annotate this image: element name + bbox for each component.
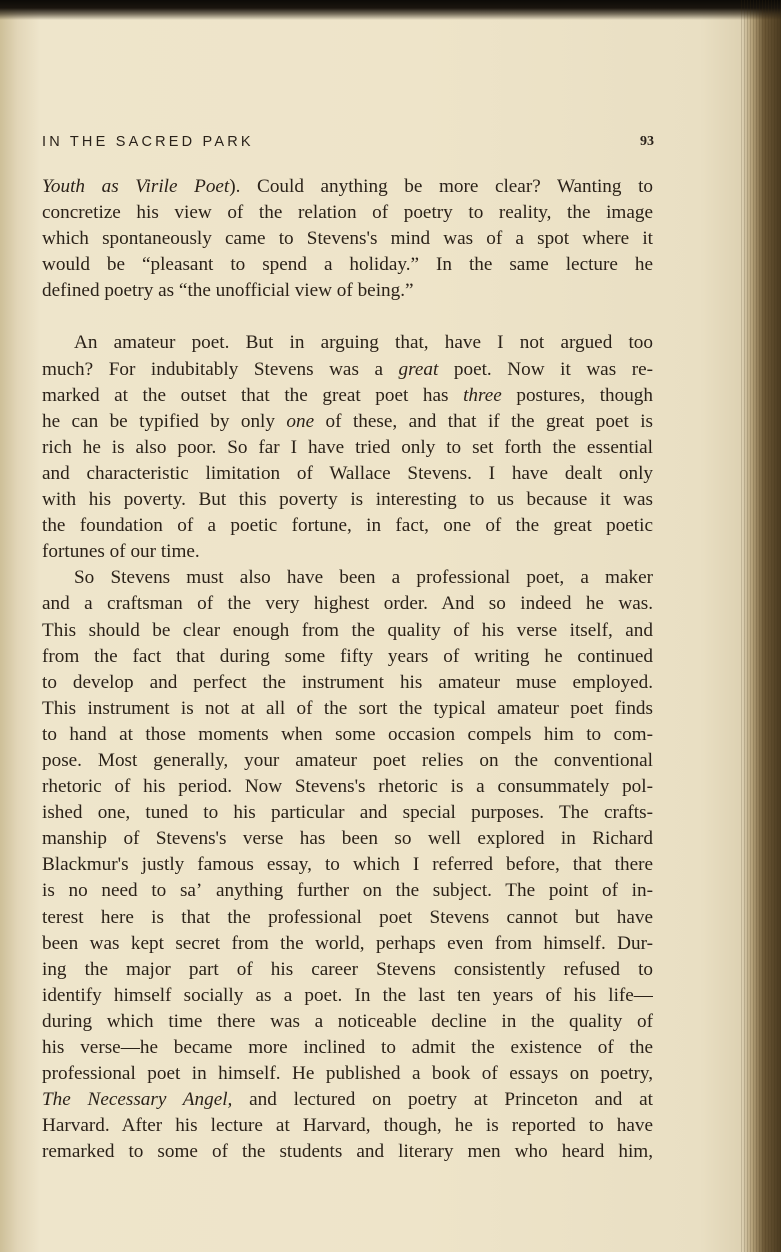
paragraph-gap <box>42 304 653 330</box>
text-line: professional poet in himself. He published a book of essays on poetry, <box>42 1063 653 1085</box>
text-line: This instrument is not at all of the sort the typical amateur poet finds <box>42 697 653 719</box>
text-line: remarked to some of the students and literary men who heard him, <box>42 1141 653 1163</box>
text-line: would be “pleasant to spend a holiday.” In the same lecture he <box>42 254 653 276</box>
page-top-shadow <box>0 0 781 20</box>
italic-word: one <box>286 410 315 432</box>
text-line: and a craftsman of the very highest order. And so indeed he was. <box>42 593 653 615</box>
text-line <box>42 174 653 200</box>
page-edge-stack <box>741 0 781 1252</box>
text-line: his verse—he became more inclined to admit the existence of the <box>42 1037 653 1058</box>
text-line: is no need to saʼ anything further on the subject. The point of in- <box>42 880 653 902</box>
italic-title: Youth as Virile Poet <box>42 176 230 197</box>
text-line: defined poetry as “the unofficial view of being.” <box>42 280 414 302</box>
line-rest: ). Could anything be more clear? Wanting to <box>229 176 653 197</box>
text-line: ished one, tuned to his particular and special purposes. The crafts- <box>42 802 653 824</box>
italic-word: great <box>398 358 439 380</box>
text-line: and characteristic limitation of Wallace Stevens. I have dealt only <box>42 462 653 484</box>
text-line: to hand at those moments when some occasion compels him to com- <box>42 723 653 745</box>
text-line: which spontaneously came to Stevens's mind was of a spot where it <box>42 228 653 250</box>
text-line: to develop and perfect the instrument his amateur muse employed. <box>42 671 653 693</box>
paragraph-2 <box>42 330 653 565</box>
text-line: So Stevens must also have been a professional poet, a maker <box>74 567 653 589</box>
text-line: during which time there was a noticeable decline in the quality of <box>42 1010 653 1032</box>
text-line: the foundation of a poetic fortune, in fact, one of the great poetic <box>42 515 653 537</box>
body-text <box>42 174 653 1165</box>
text-line: much? For indubitably Stevens was a great poet. Now it was re- <box>42 358 653 380</box>
text-line: An amateur poet. But in arguing that, have I not argued too <box>74 332 653 354</box>
text-line: terest here is that the professional poet Stevens cannot but have <box>42 906 653 928</box>
text-line: marked at the outset that the great poet has three postures, though <box>42 384 653 406</box>
text-line: from the fact that during some fifty years of writing he continued <box>42 645 653 667</box>
text-line: manship of Stevens's verse has been so well explored in Richard <box>42 828 653 850</box>
text-line: The Necessary Angel, and lectured on poetry at Princeton and at <box>42 1089 653 1111</box>
text-line: fortunes of our time. <box>42 541 200 563</box>
paragraph-1 <box>42 174 653 304</box>
text-line: concretize his view of the relation of poetry to reality, the image <box>42 202 653 224</box>
italic-word: three <box>463 384 502 406</box>
page-number: 93 <box>640 134 654 149</box>
text-line: rich he is also poor. So far I have tried only to set forth the essential <box>42 436 653 458</box>
paragraph-3 <box>42 565 653 1165</box>
text-line: identify himself socially as a poet. In the last ten years of his life— <box>42 984 653 1006</box>
text-line: rhetoric of his period. Now Stevens's rhetoric is a consummately pol- <box>42 776 653 798</box>
running-head <box>42 134 654 154</box>
text-line: ing the major part of his career Stevens consistently refused to <box>42 958 653 980</box>
italic-word: The Necessary Angel, <box>42 1089 233 1111</box>
text-line: been was kept secret from the world, perhaps even from himself. Dur- <box>42 932 653 954</box>
running-title: IN THE SACRED PARK <box>42 134 254 150</box>
text-line: Blackmur's justly famous essay, to which I referred before, that there <box>42 854 653 876</box>
text-line: with his poverty. But this poverty is interesting to us because it was <box>42 489 653 511</box>
text-line: This should be clear enough from the quality of his verse itself, and <box>42 619 653 641</box>
text-line: pose. Most generally, your amateur poet relies on the conventional <box>42 749 653 771</box>
text-line: he can be typified by only one of these, and that if the great poet is <box>42 410 653 432</box>
text-line: Harvard. After his lecture at Harvard, though, he is reported to have <box>42 1115 653 1137</box>
